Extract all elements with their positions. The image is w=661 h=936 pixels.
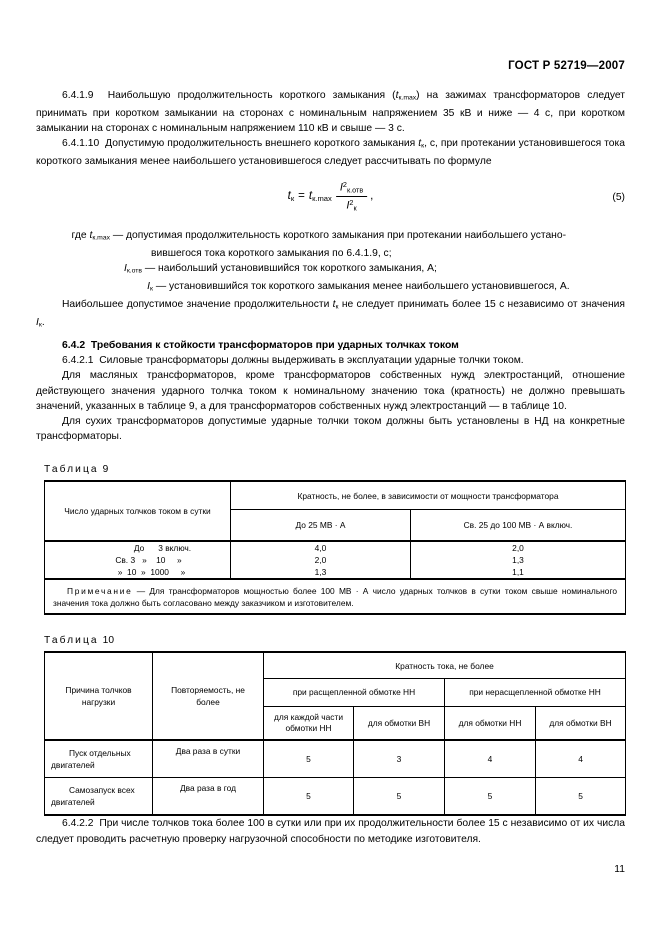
table-9	[44, 480, 626, 615]
formula-5-block	[36, 178, 625, 220]
clause-6-4-2-1-text: Силовые трансформаторы должны выдерживать в эксплуатации ударные толчки током.	[99, 355, 524, 367]
table-10-row	[45, 740, 626, 778]
formula-number: (5)	[612, 192, 625, 204]
clause-6-4-2-heading	[36, 338, 625, 353]
table-9-data-row-group	[45, 541, 626, 579]
formula-fraction	[336, 180, 367, 212]
clause-6-4-2-number: 6.4.2	[62, 340, 86, 352]
where-item-0-symbol: где $t_{к.max}$	[71, 230, 110, 243]
table-9-note: Примечание — Для трансформаторов мощностью более 100 МВ · А число ударных толчков в сутки током свыше номинального значения тока должно быть согласовано между заказчиком и изготовителем.	[45, 579, 626, 614]
formula-5	[288, 180, 374, 212]
table-10-header-group: Кратность тока, не более	[264, 652, 626, 678]
table-10-header-nonsplit-winding: при нерасщепленной обмотке НН	[445, 678, 626, 706]
where-item-2	[36, 279, 625, 297]
where-item-1	[36, 261, 625, 279]
table-10-row-1-v3: 5	[445, 778, 536, 816]
table-9-header-col1: До 25 МВ · А	[231, 510, 411, 542]
where-item-2-symbol: $I_к$	[147, 281, 153, 294]
paragraph-dry-transformers: Для сухих трансформаторов допустимые ударные толчки током должны быть установлены в НД на конкретные трансформаторы.	[36, 416, 625, 443]
table-10-row-0-v2: 3	[354, 740, 445, 778]
formula-numerator: $I^2_{к.отв}$	[336, 180, 367, 196]
table-10-row-1-v4: 5	[536, 778, 626, 816]
table-10-header-c2: для обмотки ВН	[354, 707, 445, 741]
table-10-header-row-1	[45, 652, 626, 678]
paragraph-max-duration: Наибольшее допустимое значение продолжительности $t_к$ не следует принимать более 15 с независимо от значения $I_к$.	[36, 299, 625, 329]
clause-6-4-2-title: Требования к стойкости трансформаторов при ударных толчках током	[90, 340, 459, 352]
clause-6-4-1-10	[36, 136, 625, 169]
table-10-row-0-repeat: Два раза в сутки	[153, 740, 264, 778]
clause-6-4-1-9-number: 6.4.1.9	[62, 90, 94, 101]
table-10-header-stub-repeat: Повторяемость, не более	[153, 652, 264, 740]
table-10-header-stub-cause: Причина толчков нагрузки	[45, 652, 153, 740]
table-10-header-split-winding: при расщепленной обмотке НН	[264, 678, 445, 706]
table-10-row-1-repeat: Два раза в год	[153, 778, 264, 816]
table-9-col1-values: 4,0 2,0 1,3	[231, 541, 411, 579]
table-9-caption: Таблица 9	[44, 464, 109, 476]
table-9-header-group: Кратность, не более, в зависимости от мощности трансформатора	[231, 481, 626, 510]
formula-rhs-coefficient: $t_{к.max}$	[308, 189, 332, 203]
clause-6-4-2-1	[36, 353, 625, 368]
table-10-header-c1: для каждой части обмотки НН	[264, 707, 354, 741]
page-header: ГОСТ Р 52719—2007	[508, 60, 625, 72]
where-block	[36, 228, 625, 297]
clause-6-4-2-2-text: При числе толчков тока более 100 в сутки или при их продолжительности более 15 с независимо от их числа следует проводить расчетную проверку нагрузочной способности по методике изготовителя.	[36, 818, 625, 845]
table-10-row-1-v2: 5	[354, 778, 445, 816]
table-9-note-row	[45, 579, 626, 614]
formula-denominator: $I^2_к$	[346, 197, 357, 213]
page-number: 11	[614, 864, 625, 875]
table-10-header-c3: для обмотки НН	[445, 707, 536, 741]
clause-6-4-1-10-number: 6.4.1.10	[62, 138, 100, 150]
table-10-row-1-v1: 5	[264, 778, 354, 816]
clause-6-4-1-10-text: Допустимую продолжительность внешнего короткого замыкания $t_к$, с, при протекании установившегося тока короткого замыкания менее наибольшего установившегося следует рассчитывать по формуле	[36, 138, 625, 168]
table-9-row-labels: До 3 включ. Св. 3 » 10 » » 10 » 1000 »	[45, 541, 231, 579]
table-10-row-0-v3: 4	[445, 740, 536, 778]
clause-6-4-2-1-number: 6.4.2.1	[62, 355, 94, 367]
table-10-row-1-cause: Самозапуск всех двигателей	[45, 778, 153, 816]
table-10-header-c4: для обмотки ВН	[536, 707, 626, 741]
table-10	[44, 651, 626, 816]
where-item-2-definition: — установившийся ток короткого замыкания менее наибольшего установившегося, А.	[155, 281, 570, 293]
table-9-header-col2: Св. 25 до 100 МВ · А включ.	[411, 510, 626, 542]
table-10-row-0-v4: 4	[536, 740, 626, 778]
table-10-caption: Таблица 10	[44, 635, 114, 647]
clause-6-4-2-2	[36, 816, 625, 846]
clause-6-4-1-9	[36, 88, 625, 136]
formula-equals: =	[298, 190, 305, 203]
table-10-row	[45, 778, 626, 816]
where-item-0	[36, 228, 625, 246]
formula-lhs: $t_к$	[287, 189, 295, 203]
where-item-0-definition: — допустимая продолжительность короткого замыкания при протекании наибольшего устано-	[112, 230, 567, 242]
paragraph-oil-transformers: Для масляных трансформаторов, кроме трансформаторов собственных нужд электростанций, отношение действующего значения ударного толчка током к номинальному значению тока (кратность) не должно превышать значений, указанных в таблице 9, а для трансформаторов собственных нужд электростанций — в таблице 10.	[36, 370, 625, 412]
table-10-row-0-cause: Пуск отдельных двигателей	[45, 740, 153, 778]
clause-6-4-1-9-text: Наибольшую продолжительность короткого замыкания $(t_{к.max})$ на зажимах трансформаторов следует принимать при коротком замыкании на сторонах с номинальным напряжением 35 кВ и ниже — 4 с, при коротком замыкании на сторонах с номинальным напряжением 110 кВ и свыше — 3 с.	[36, 90, 625, 135]
clause-6-4-2-2-number: 6.4.2.2	[62, 818, 94, 830]
where-item-1-symbol: $I_{к.отв}$	[123, 263, 142, 276]
table-9-col2-values: 2,0 1,3 1,1	[411, 541, 626, 579]
table-9-header-row-1	[45, 481, 626, 510]
where-item-0-definition-cont: вившегося тока короткого замыкания по 6.4.1.9, с;	[151, 248, 392, 260]
table-10-row-0-v1: 5	[264, 740, 354, 778]
document-body	[36, 88, 625, 847]
table-9-header-stub: Число ударных толчков током в сутки	[45, 481, 231, 541]
formula-comma: ,	[370, 190, 374, 203]
where-item-1-definition: — наибольший установившийся ток короткого замыкания, А;	[144, 263, 437, 275]
